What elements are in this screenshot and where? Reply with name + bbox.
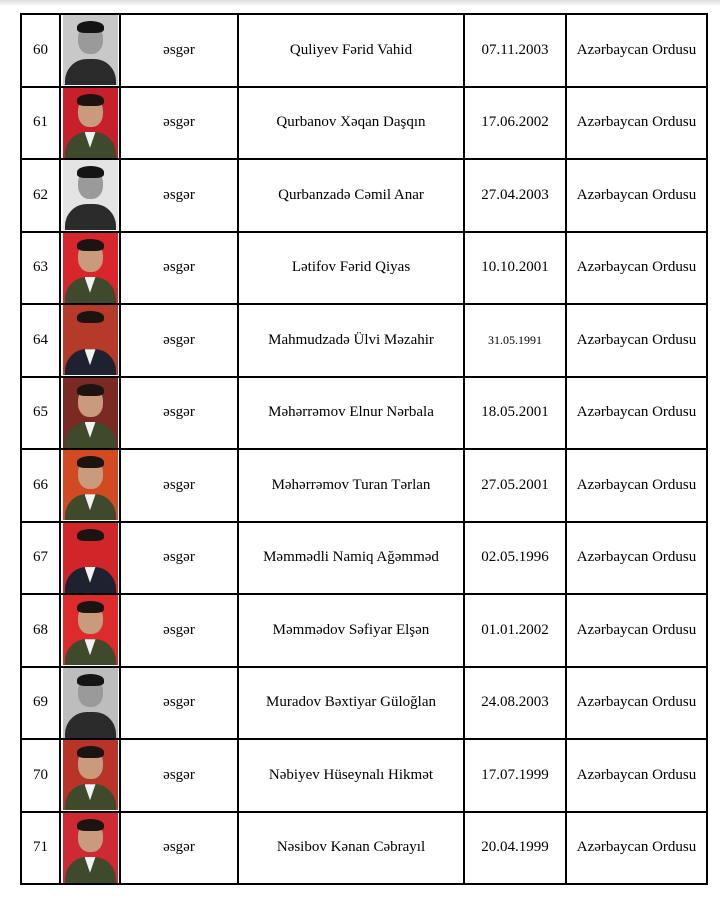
birth-date-cell: 02.05.1996 bbox=[464, 522, 566, 595]
portrait-photo bbox=[63, 523, 118, 593]
photo-cell bbox=[60, 377, 120, 450]
unit-cell: Azərbaycan Ordusu bbox=[566, 232, 707, 305]
table-row bbox=[21, 594, 707, 667]
photo-cell bbox=[60, 14, 120, 87]
table-row bbox=[21, 449, 707, 522]
birth-date-cell: 10.10.2001 bbox=[464, 232, 566, 305]
row-number: 62 bbox=[21, 159, 60, 232]
row-number: 66 bbox=[21, 449, 60, 522]
unit-cell: Azərbaycan Ordusu bbox=[566, 304, 707, 377]
photo-cell bbox=[60, 159, 120, 232]
row-number: 65 bbox=[21, 377, 60, 450]
unit-cell: Azərbaycan Ordusu bbox=[566, 667, 707, 740]
birth-date-cell: 01.01.2002 bbox=[464, 594, 566, 667]
table-row bbox=[21, 522, 707, 595]
name-cell: Nəbiyev Hüseynalı Hikmət bbox=[238, 739, 464, 812]
photo-cell bbox=[60, 449, 120, 522]
portrait-photo bbox=[63, 15, 118, 85]
birth-date-cell: 24.08.2003 bbox=[464, 667, 566, 740]
row-number: 61 bbox=[21, 87, 60, 160]
rank-cell: əsgər bbox=[120, 739, 238, 812]
birth-date-cell: 18.05.2001 bbox=[464, 377, 566, 450]
table-row bbox=[21, 304, 707, 377]
birth-date-cell: 31.05.1991 bbox=[464, 304, 566, 377]
unit-cell: Azərbaycan Ordusu bbox=[566, 594, 707, 667]
unit-cell: Azərbaycan Ordusu bbox=[566, 449, 707, 522]
row-number: 69 bbox=[21, 667, 60, 740]
photo-cell bbox=[60, 812, 120, 885]
rank-cell: əsgər bbox=[120, 812, 238, 885]
unit-cell: Azərbaycan Ordusu bbox=[566, 159, 707, 232]
unit-cell: Azərbaycan Ordusu bbox=[566, 14, 707, 87]
photo-cell bbox=[60, 739, 120, 812]
unit-cell: Azərbaycan Ordusu bbox=[566, 812, 707, 885]
unit-cell: Azərbaycan Ordusu bbox=[566, 87, 707, 160]
rank-cell: əsgər bbox=[120, 522, 238, 595]
row-number: 67 bbox=[21, 522, 60, 595]
name-cell: Məhərrəmov Turan Tərlan bbox=[238, 449, 464, 522]
unit-cell: Azərbaycan Ordusu bbox=[566, 377, 707, 450]
photo-cell bbox=[60, 594, 120, 667]
page-top-edge bbox=[0, 0, 720, 6]
rank-cell: əsgər bbox=[120, 159, 238, 232]
portrait-photo bbox=[63, 305, 118, 375]
birth-date-cell: 20.04.1999 bbox=[464, 812, 566, 885]
name-cell: Mahmudzadə Ülvi Məzahir bbox=[238, 304, 464, 377]
name-cell: Muradov Bəxtiyar Güloğlan bbox=[238, 667, 464, 740]
portrait-photo bbox=[63, 88, 118, 158]
table-row bbox=[21, 14, 707, 87]
table-row bbox=[21, 87, 707, 160]
roster-body bbox=[21, 14, 707, 884]
rank-cell: əsgər bbox=[120, 594, 238, 667]
photo-cell bbox=[60, 304, 120, 377]
birth-date-cell: 17.07.1999 bbox=[464, 739, 566, 812]
birth-date-cell: 17.06.2002 bbox=[464, 87, 566, 160]
portrait-photo bbox=[63, 668, 118, 738]
name-cell: Nəsibov Kənan Cəbrayıl bbox=[238, 812, 464, 885]
name-cell: Lətifov Fərid Qiyas bbox=[238, 232, 464, 305]
row-number: 64 bbox=[21, 304, 60, 377]
row-number: 63 bbox=[21, 232, 60, 305]
birth-date-cell: 27.04.2003 bbox=[464, 159, 566, 232]
portrait-photo bbox=[63, 378, 118, 448]
rank-cell: əsgər bbox=[120, 667, 238, 740]
rank-cell: əsgər bbox=[120, 232, 238, 305]
table-row bbox=[21, 739, 707, 812]
table-row bbox=[21, 377, 707, 450]
unit-cell: Azərbaycan Ordusu bbox=[566, 739, 707, 812]
portrait-photo bbox=[63, 813, 118, 883]
table-row bbox=[21, 667, 707, 740]
photo-cell bbox=[60, 522, 120, 595]
name-cell: Məhərrəmov Elnur Nərbala bbox=[238, 377, 464, 450]
table-row bbox=[21, 159, 707, 232]
name-cell: Qurbanov Xəqan Daşqın bbox=[238, 87, 464, 160]
photo-cell bbox=[60, 667, 120, 740]
row-number: 60 bbox=[21, 14, 60, 87]
name-cell: Məmmədov Səfiyar Elşən bbox=[238, 594, 464, 667]
portrait-photo bbox=[63, 595, 118, 665]
portrait-photo bbox=[63, 740, 118, 810]
portrait-photo bbox=[63, 160, 118, 230]
row-number: 68 bbox=[21, 594, 60, 667]
name-cell: Qurbanzadə Cəmil Anar bbox=[238, 159, 464, 232]
photo-cell bbox=[60, 87, 120, 160]
birth-date-cell: 07.11.2003 bbox=[464, 14, 566, 87]
portrait-photo bbox=[63, 233, 118, 303]
rank-cell: əsgər bbox=[120, 449, 238, 522]
name-cell: Məmmədli Namiq Ağəmməd bbox=[238, 522, 464, 595]
rank-cell: əsgər bbox=[120, 377, 238, 450]
table-row bbox=[21, 812, 707, 885]
rank-cell: əsgər bbox=[120, 87, 238, 160]
unit-cell: Azərbaycan Ordusu bbox=[566, 522, 707, 595]
row-number: 70 bbox=[21, 739, 60, 812]
rank-cell: əsgər bbox=[120, 14, 238, 87]
portrait-photo bbox=[63, 450, 118, 520]
rank-cell: əsgər bbox=[120, 304, 238, 377]
row-number: 71 bbox=[21, 812, 60, 885]
photo-cell bbox=[60, 232, 120, 305]
name-cell: Quliyev Fərid Vahid bbox=[238, 14, 464, 87]
roster-table bbox=[20, 13, 708, 885]
table-row bbox=[21, 232, 707, 305]
birth-date-cell: 27.05.2001 bbox=[464, 449, 566, 522]
